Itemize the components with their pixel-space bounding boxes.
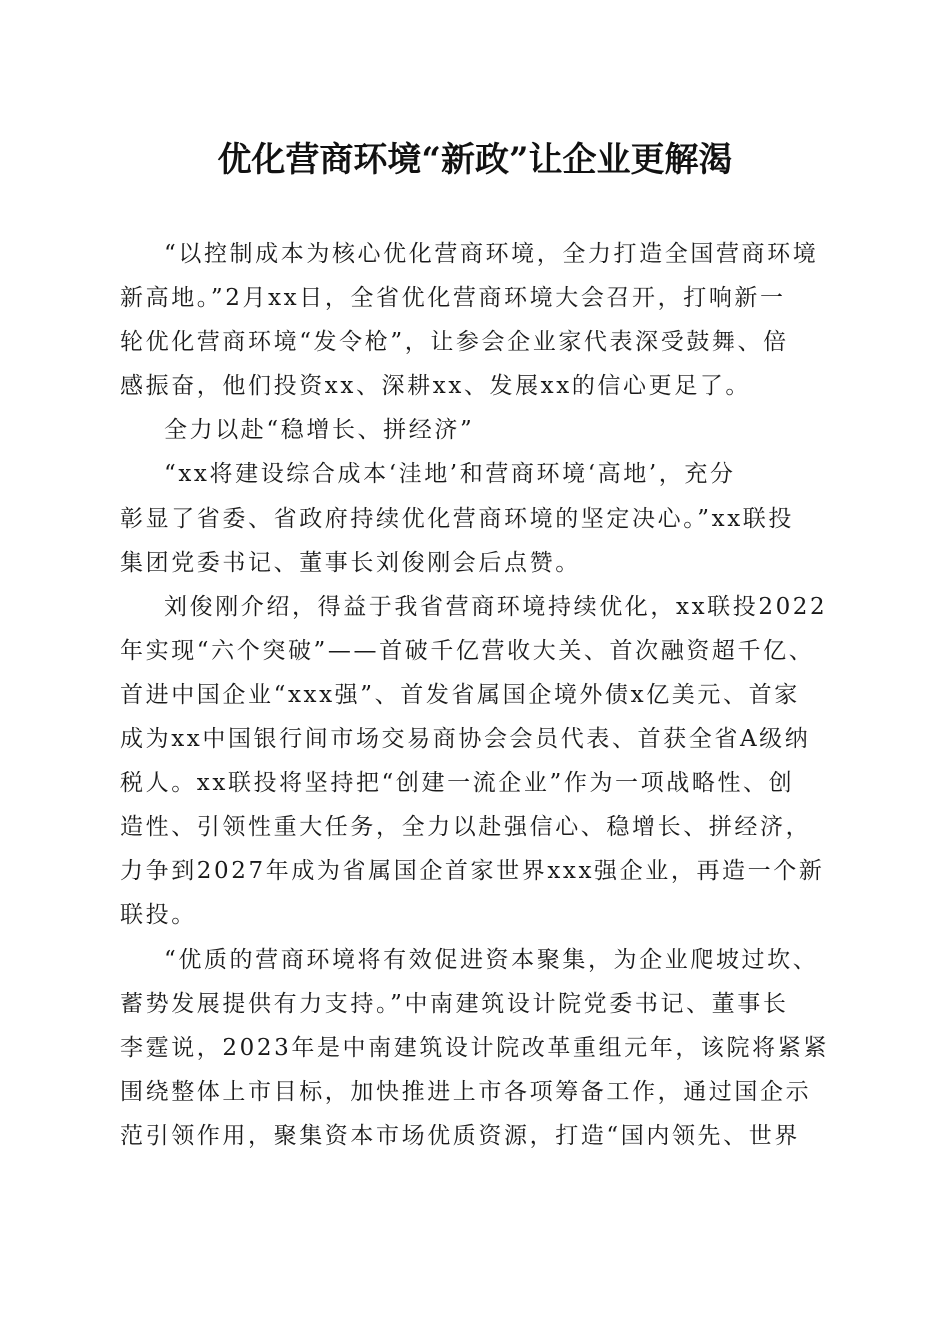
paragraph-line: 力争到2027年成为省属国企首家世界xxx强企业，再造一个新: [120, 858, 825, 885]
paragraph-line: 感振奋，他们投资xx、深耕xx、发展xx的信心更足了。: [120, 373, 752, 400]
paragraph-line: 李霆说，2023年是中南建筑设计院改革重组元年，该院将紧紧: [120, 1034, 829, 1061]
paragraph-line: 新高地。”2月xx日，全省优化营商环境大会召开，打响新一: [120, 285, 786, 312]
paragraph-line: 范引领作用，聚集资本市场优质资源，打造“国内领先、世界: [120, 1122, 800, 1149]
paragraph-line: 年实现“六个突破”——首破千亿营收大关、首次融资超千亿、: [120, 637, 815, 664]
paragraph-line: 彰显了省委、省政府持续优化营商环境的坚定决心。”xx联投: [120, 505, 795, 532]
paragraph-line: 联投。: [120, 902, 197, 929]
paragraph-line: 首进中国企业“xxx强”、首发省属国企境外债x亿美元、首家: [120, 681, 800, 708]
paragraph-line: 围绕整体上市目标，加快推进上市各项筹备工作，通过国企示: [120, 1078, 812, 1105]
paragraph-line: “以控制成本为核心优化营商环境，全力打造全国营商环境: [164, 241, 819, 267]
paragraph-line: 造性、引领性重大任务，全力以赴强信心、稳增长、拼经济，: [120, 814, 812, 841]
paragraph-line: 刘俊刚介绍，得益于我省营商环境持续优化，xx联投2022: [164, 593, 828, 620]
paragraph-line: 成为xx中国银行间市场交易商协会会员代表、首获全省A级纳: [120, 726, 811, 753]
section-heading-line: 全力以赴“稳增长、拼经济”: [164, 417, 475, 444]
paragraph-line: “xx将建设综合成本‘洼地’和营商环境‘高地’，充分: [164, 461, 736, 488]
document-title: 优化营商环境“新政”让企业更解渴: [217, 140, 733, 180]
paragraph-line: 集团党委书记、董事长刘俊刚会后点赞。: [120, 549, 581, 576]
paragraph-line: “优质的营商环境将有效促进资本聚集，为企业爬坡过坎、: [164, 946, 819, 973]
paragraph-line: 轮优化营商环境“发令枪”，让参会企业家代表深受鼓舞、倍: [120, 329, 789, 356]
document-body: [120, 232, 830, 1158]
paragraph-line: 蓄势发展提供有力支持。”中南建筑设计院党委书记、董事长: [120, 990, 789, 1017]
paragraph-line: 税人。xx联投将坚持把“创建一流企业”作为一项战略性、创: [120, 770, 795, 797]
